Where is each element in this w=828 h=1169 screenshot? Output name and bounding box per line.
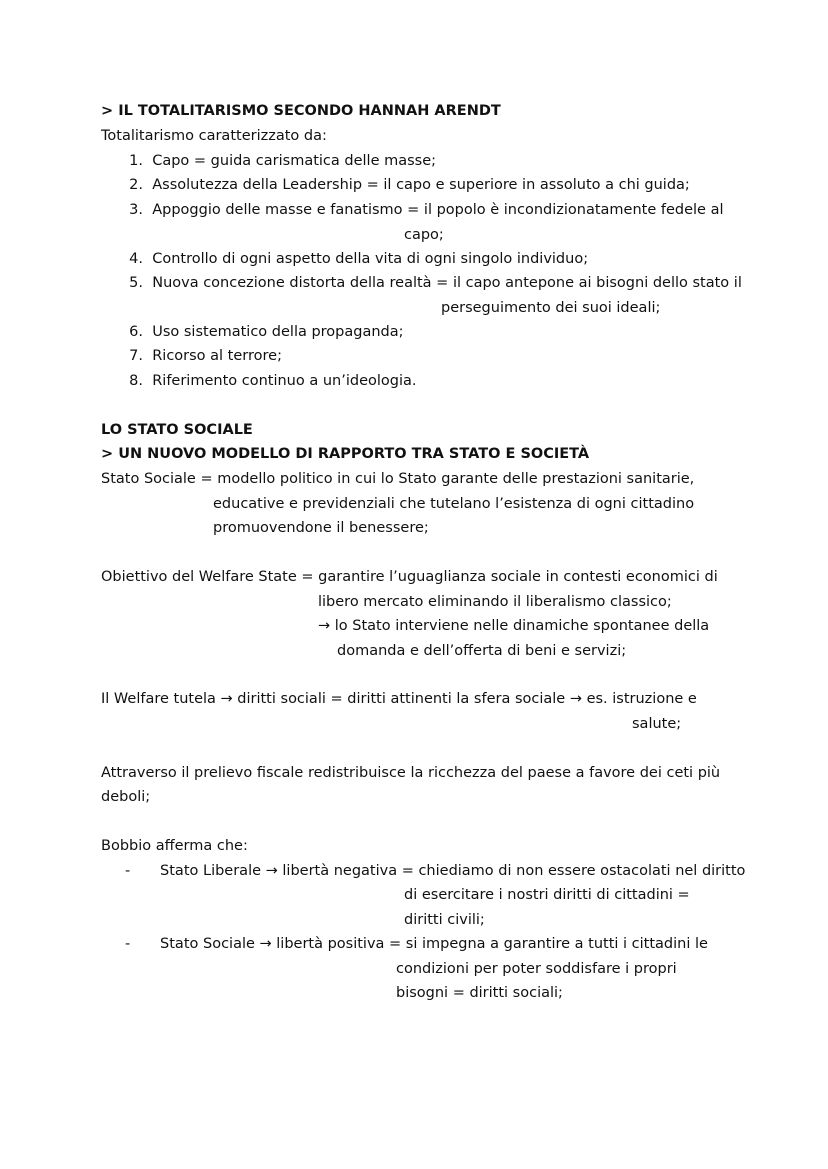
- paragraph-obiettivo-cont: libero mercato eliminando il liberalismo classico;: [318, 594, 672, 610]
- list-item: [121, 322, 404, 342]
- list-text: Appoggio delle masse e fanatismo = il popolo è incondizionatamente fedele al: [152, 202, 724, 218]
- list-text: Nuova concezione distorta della realtà = il capo antepone ai bisogni dello stato il: [152, 275, 742, 291]
- bobbio-item-cont: di esercitare i nostri diritti di cittadini =: [404, 887, 690, 903]
- list-text: Assolutezza della Leadership = il capo e superiore in assoluto a chi guida;: [152, 177, 690, 193]
- list-item: [121, 371, 416, 391]
- list-number: 7.: [129, 348, 143, 364]
- list-item: [121, 175, 690, 195]
- paragraph-obiettivo-cont: → lo Stato interviene nelle dinamiche spontanee della: [318, 618, 710, 634]
- paragraph-welfare-tutela-cont: salute;: [632, 716, 682, 732]
- bobbio-item-cont: bisogni = diritti sociali;: [396, 985, 563, 1001]
- paragraph-stato-sociale-cont: educative e previdenziali che tutelano l’esistenza di ogni cittadino: [213, 496, 695, 512]
- list-number: 1.: [129, 153, 143, 169]
- dash-bullet: -: [125, 863, 131, 879]
- list-text: Uso sistematico della propaganda;: [152, 324, 404, 340]
- dash-bullet: -: [125, 936, 131, 952]
- paragraph-stato-sociale-cont: promuovendone il benessere;: [213, 520, 429, 536]
- list-number: 4.: [129, 251, 143, 267]
- paragraph-stato-sociale: Stato Sociale = modello politico in cui lo Stato garante delle prestazioni sanitarie,: [101, 471, 695, 487]
- intro-text: Totalitarismo caratterizzato da:: [101, 128, 327, 144]
- list-text-continuation: capo;: [404, 227, 444, 243]
- bobbio-item-text: Stato Liberale → libertà negativa = chiediamo di non essere ostacolati nel diritto: [160, 863, 746, 879]
- list-text: Riferimento continuo a un’ideologia.: [152, 373, 417, 389]
- bobbio-item-cont: diritti civili;: [404, 912, 485, 928]
- section-subheading: > UN NUOVO MODELLO DI RAPPORTO TRA STATO E SOCIETÀ: [101, 446, 590, 462]
- list-item: [121, 273, 742, 293]
- list-number: 3.: [129, 202, 143, 218]
- list-number: 5.: [129, 275, 143, 291]
- list-text: Ricorso al terrore;: [152, 348, 282, 364]
- paragraph-prelievo: Attraverso il prelievo fiscale redistribuisce la ricchezza del paese a favore dei ceti più: [101, 765, 721, 781]
- paragraph-obiettivo: Obiettivo del Welfare State = garantire l’uguaglianza sociale in contesti economici di: [101, 569, 718, 585]
- section-heading-stato-sociale: LO STATO SOCIALE: [101, 422, 253, 438]
- bobbio-item: [125, 861, 745, 881]
- list-number: 6.: [129, 324, 143, 340]
- list-item: [121, 200, 724, 220]
- bobbio-item-cont: condizioni per poter soddisfare i propri: [396, 961, 677, 977]
- bobbio-intro: Bobbio afferma che:: [101, 838, 248, 854]
- list-item: [121, 249, 588, 269]
- list-item: [121, 346, 282, 366]
- bobbio-item: [125, 934, 708, 954]
- section-heading-totalitarismo: > IL TOTALITARISMO SECONDO HANNAH ARENDT: [101, 103, 501, 119]
- list-item: [121, 151, 436, 171]
- list-text: Capo = guida carismatica delle masse;: [152, 153, 437, 169]
- list-text: Controllo di ogni aspetto della vita di ogni singolo individuo;: [152, 251, 589, 267]
- paragraph-prelievo-cont: deboli;: [101, 789, 151, 805]
- list-text-continuation: perseguimento dei suoi ideali;: [441, 300, 661, 316]
- paragraph-welfare-tutela: Il Welfare tutela → diritti sociali = diritti attinenti la sfera sociale → es. istruzione e: [101, 691, 697, 707]
- bobbio-item-text: Stato Sociale → libertà positiva = si impegna a garantire a tutti i cittadini le: [160, 936, 708, 952]
- paragraph-obiettivo-cont: domanda e dell’offerta di beni e servizi;: [337, 643, 627, 659]
- list-number: 8.: [129, 373, 143, 389]
- list-number: 2.: [129, 177, 143, 193]
